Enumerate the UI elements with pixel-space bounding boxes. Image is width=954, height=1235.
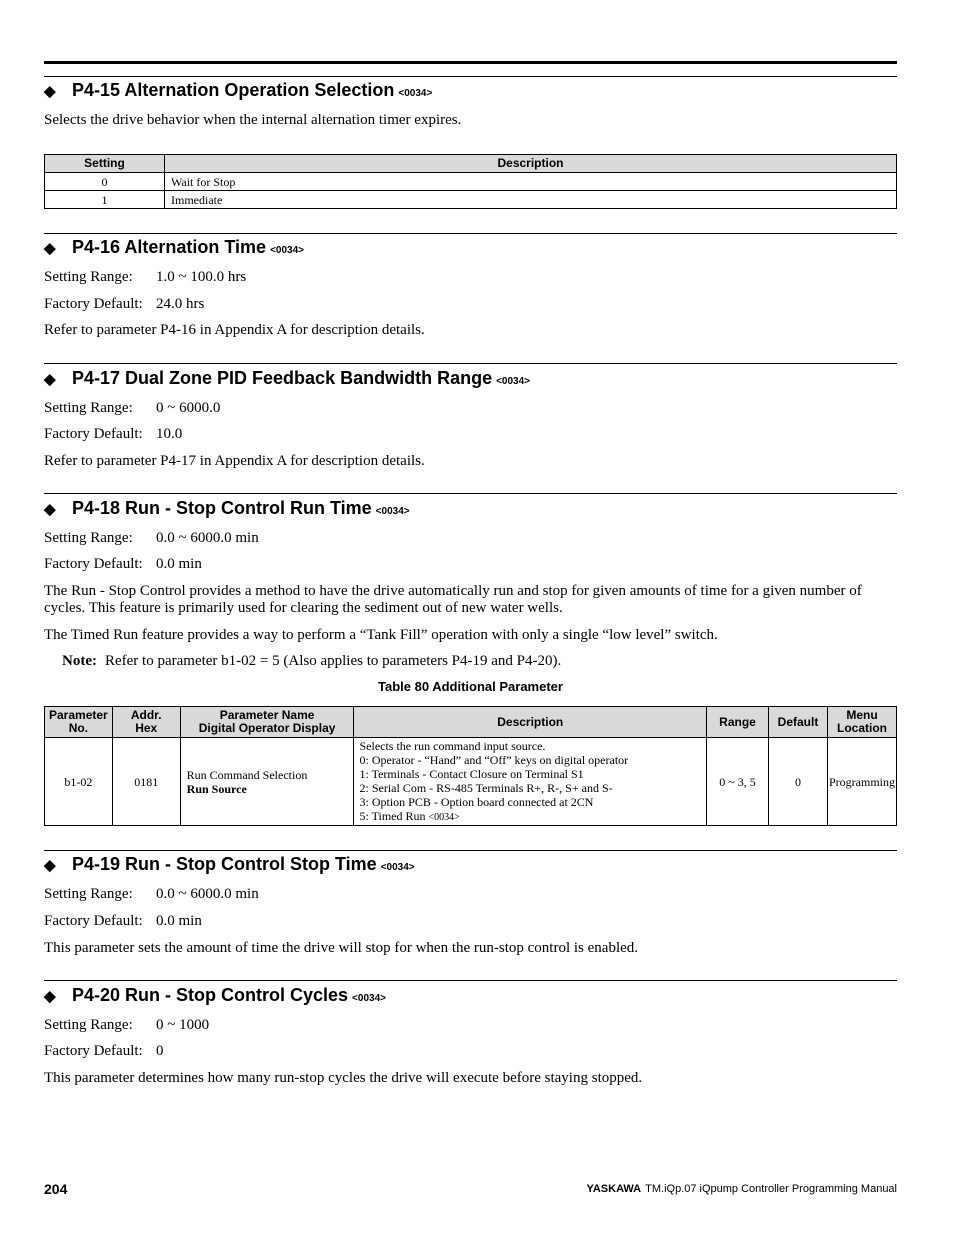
- factory-default-label: Factory Default:: [44, 556, 143, 572]
- top-rule: [44, 61, 897, 64]
- body-paragraph: The Timed Run feature provides a way to perform a “Tank Fill” operation with only a single “low level” switch.: [44, 627, 718, 643]
- cell-setting: 1: [45, 191, 165, 209]
- column-header-addr: [112, 707, 180, 738]
- section-description: This parameter sets the amount of time the drive will stop for when the run-stop control is enabled.: [44, 940, 639, 956]
- factory-default: [44, 1043, 164, 1060]
- footer-manual-title: [587, 1183, 897, 1195]
- factory-default: [44, 296, 204, 313]
- cell-setting: 0: [45, 173, 165, 191]
- description-line: [359, 809, 702, 825]
- column-header-description: Description: [165, 155, 897, 173]
- description-line: 0: Operator - “Hand” and “Off” keys on digital operator: [359, 752, 629, 767]
- heading-title: P4-15 Alternation Operation Selection: [72, 80, 395, 100]
- section-heading-p4-16: [44, 236, 304, 262]
- body-paragraph: The Run - Stop Control provides a method to have the drive automatically run and stop for given amounts of time for a given number of cycles. This feature is primarily used for clearing the sediment out of new water wells.: [44, 583, 862, 616]
- diamond-icon: ◆: [44, 501, 56, 518]
- header-line: Parameter: [49, 708, 108, 722]
- column-header-default: Default: [768, 707, 827, 738]
- heading-tag: <0034>: [375, 506, 410, 517]
- cell-addr: 0181: [112, 738, 180, 826]
- cell-name: [180, 738, 354, 826]
- setting-table: [44, 154, 897, 209]
- refer-text: Refer to parameter P4-17 in Appendix A for description details.: [44, 453, 425, 469]
- setting-range: [44, 400, 220, 417]
- page-number: 204: [44, 1181, 68, 1197]
- section-heading-p4-20: [44, 984, 386, 1010]
- factory-default: [44, 426, 182, 443]
- setting-range: [44, 886, 259, 903]
- factory-default: [44, 556, 202, 573]
- header-line: Parameter Name: [219, 708, 315, 722]
- factory-default-label: Factory Default:: [44, 1043, 143, 1059]
- note-text: Refer to parameter b1-02 = 5 (Also applies to parameters P4-19 and P4-20).: [104, 653, 562, 669]
- cell-range: 0 ~ 3, 5: [707, 738, 769, 826]
- column-header-name: [180, 707, 354, 738]
- cell-default: 0: [768, 738, 827, 826]
- cell-param-no: b1-02: [45, 738, 113, 826]
- section-divider: [44, 493, 897, 494]
- heading-tag: <0034>: [380, 862, 415, 873]
- heading-tag: <0034>: [352, 993, 386, 1004]
- diamond-icon: ◆: [44, 988, 56, 1005]
- cell-description: Immediate: [165, 191, 897, 209]
- parameter-table: [44, 706, 897, 826]
- cell-menu: Programming: [828, 738, 897, 826]
- table-row: [45, 173, 897, 191]
- heading-title: P4-17 Dual Zone PID Feedback Bandwidth Range: [72, 368, 493, 388]
- cell-description: Wait for Stop: [165, 173, 897, 191]
- description-tag: <0034>: [428, 811, 460, 823]
- setting-range-value: 1.0 ~ 100.0 hrs: [156, 269, 247, 285]
- heading-title: P4-19 Run - Stop Control Stop Time: [72, 854, 377, 874]
- setting-range: [44, 269, 246, 286]
- factory-default-label: Factory Default:: [44, 913, 143, 929]
- setting-range-label: Setting Range:: [44, 400, 133, 416]
- operator-display: Run Source: [186, 781, 247, 796]
- section-divider: [44, 233, 897, 234]
- manual-name: TM.iQp.07 iQpump Controller Programming Manual: [645, 1183, 897, 1195]
- header-line: Location: [837, 721, 887, 735]
- factory-default-value: 0.0 min: [156, 913, 202, 929]
- description-line: Selects the run command input source.: [359, 738, 546, 753]
- table-header-row: [45, 155, 897, 173]
- factory-default-value: 24.0 hrs: [156, 296, 205, 312]
- parameter-name: Run Command Selection: [186, 767, 308, 782]
- section-divider: [44, 850, 897, 851]
- heading-tag: <0034>: [270, 245, 304, 256]
- column-header-range: Range: [707, 707, 769, 738]
- setting-range-value: 0 ~ 6000.0: [156, 400, 221, 416]
- factory-default-label: Factory Default:: [44, 426, 143, 442]
- section-divider: [44, 363, 897, 364]
- factory-default: [44, 913, 202, 930]
- setting-range-value: 0 ~ 1000: [156, 1017, 210, 1033]
- setting-range-label: Setting Range:: [44, 886, 133, 902]
- setting-range-label: Setting Range:: [44, 530, 133, 546]
- setting-range-value: 0.0 ~ 6000.0 min: [156, 530, 259, 546]
- column-header-param-no: [45, 707, 113, 738]
- diamond-icon: ◆: [44, 240, 56, 257]
- factory-default-value: 10.0: [156, 426, 183, 442]
- diamond-icon: ◆: [44, 83, 56, 100]
- diamond-icon: ◆: [44, 371, 56, 388]
- section-description: Selects the drive behavior when the internal alternation timer expires.: [44, 112, 462, 128]
- column-header-description: Description: [354, 707, 707, 738]
- section-divider: [44, 980, 897, 981]
- heading-title: P4-16 Alternation Time: [72, 237, 267, 257]
- diamond-icon: ◆: [44, 857, 56, 874]
- table-header-row: [45, 707, 897, 738]
- section-divider: [44, 76, 897, 77]
- section-heading-p4-17: [44, 367, 530, 393]
- section-description: This parameter determines how many run-stop cycles the drive will execute before staying stopped.: [44, 1070, 643, 1086]
- note-label: Note:: [62, 653, 97, 669]
- note: [62, 653, 561, 670]
- table-caption: Table 80 Additional Parameter: [378, 679, 563, 694]
- section-heading-p4-18: [44, 497, 410, 523]
- heading-title: P4-18 Run - Stop Control Run Time: [72, 498, 372, 518]
- header-line: Addr.: [130, 708, 162, 722]
- description-line: 3: Option PCB - Option board connected at 2CN: [359, 794, 594, 809]
- header-line: Menu: [846, 708, 878, 722]
- header-line: Hex: [135, 721, 158, 735]
- description-line: 1: Terminals - Contact Closure on Terminal S1: [359, 766, 584, 781]
- description-line: 2: Serial Com - RS-485 Terminals R+, R-, S+ and S-: [359, 780, 613, 795]
- header-line: No.: [68, 721, 89, 735]
- factory-default-value: 0.0 min: [156, 556, 202, 572]
- setting-range: [44, 530, 259, 547]
- description-text: 5: Timed Run: [359, 808, 426, 823]
- table-row: [45, 738, 897, 826]
- heading-title: P4-20 Run - Stop Control Cycles: [72, 985, 349, 1005]
- factory-default-value: 0: [156, 1043, 164, 1059]
- refer-text: Refer to parameter P4-16 in Appendix A for description details.: [44, 322, 425, 338]
- heading-tag: <0034>: [496, 376, 531, 387]
- setting-range: [44, 1017, 209, 1034]
- setting-range-label: Setting Range:: [44, 269, 133, 285]
- section-heading-p4-15: [44, 79, 432, 105]
- heading-tag: <0034>: [398, 88, 433, 99]
- brand-name: YASKAWA: [586, 1183, 642, 1195]
- column-header-setting: Setting: [45, 155, 165, 173]
- header-line: Digital Operator Display: [198, 721, 336, 735]
- column-header-menu: [828, 707, 897, 738]
- table-row: [45, 191, 897, 209]
- section-heading-p4-19: [44, 853, 415, 879]
- setting-range-label: Setting Range:: [44, 1017, 133, 1033]
- factory-default-label: Factory Default:: [44, 296, 143, 312]
- setting-range-value: 0.0 ~ 6000.0 min: [156, 886, 259, 902]
- cell-description: [354, 738, 707, 826]
